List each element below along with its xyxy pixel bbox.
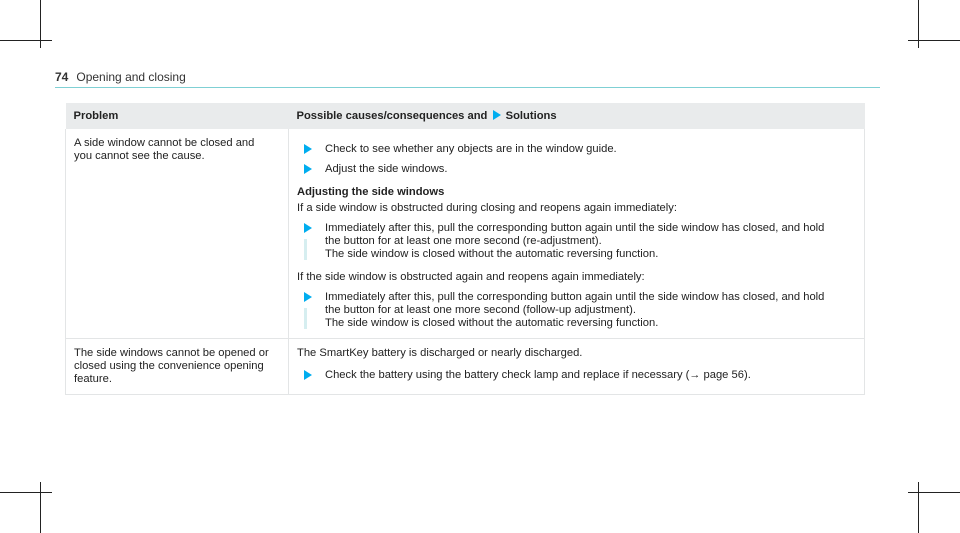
list-item: Check to see whether any objects are in the window guide.: [297, 143, 856, 156]
subheading: Adjusting the side windows: [297, 186, 445, 198]
play-arrow-icon: [304, 370, 312, 380]
header-problem: Problem: [66, 103, 289, 129]
crop-mark: [0, 492, 52, 493]
list-item: Immediately after this, pull the corresponding button again until the side window has closed, and hold the button for at least one more second (follow-up adjustment). The side window is closed without the automatic reversing function.: [297, 291, 856, 330]
troubleshooting-table: [65, 103, 865, 395]
table-header-row: [66, 103, 865, 129]
problem-cell: The side windows cannot be opened or closed using the convenience opening feature.: [66, 339, 289, 395]
play-arrow-icon: [304, 144, 312, 154]
crop-mark: [908, 40, 960, 41]
cross-reference-arrow: →: [689, 369, 701, 381]
play-arrow-icon: [304, 164, 312, 174]
solution-cell: [289, 339, 865, 395]
crop-mark: [918, 482, 919, 533]
page-reference-link[interactable]: page 56: [703, 369, 744, 381]
list-item: Adjust the side windows.: [297, 163, 856, 176]
solution-cell: [289, 129, 865, 339]
play-arrow-icon: [304, 292, 312, 302]
page-header: [55, 70, 186, 84]
intro-text: If the side window is obstructed again and reopens again immediately:: [297, 271, 645, 283]
list-item: Immediately after this, pull the corresponding button again until the side window has closed, and hold the button for at least one more second (re-adjustment). The side window is closed without the automatic reversing function.: [297, 222, 856, 261]
intro-text: If a side window is obstructed during closing and reopens again immediately:: [297, 202, 677, 214]
play-arrow-icon: [304, 223, 312, 233]
crop-mark: [40, 482, 41, 533]
table-row: [66, 129, 865, 339]
header-rule: [55, 87, 880, 88]
problem-cell: A side window cannot be closed and you cannot see the cause.: [66, 129, 289, 339]
crop-mark: [908, 492, 960, 493]
cause-text: The SmartKey battery is discharged or nearly discharged.: [297, 347, 583, 359]
play-arrow-icon: [493, 110, 501, 120]
header-solutions: Possible causes/consequences and Solutions: [289, 103, 865, 129]
section-title: Opening and closing: [76, 70, 186, 84]
crop-mark: [0, 40, 52, 41]
table-row: [66, 339, 865, 395]
list-item: Check the battery using the battery check lamp and replace if necessary (→ page 56).: [297, 369, 856, 382]
page-number: 74: [55, 70, 69, 84]
